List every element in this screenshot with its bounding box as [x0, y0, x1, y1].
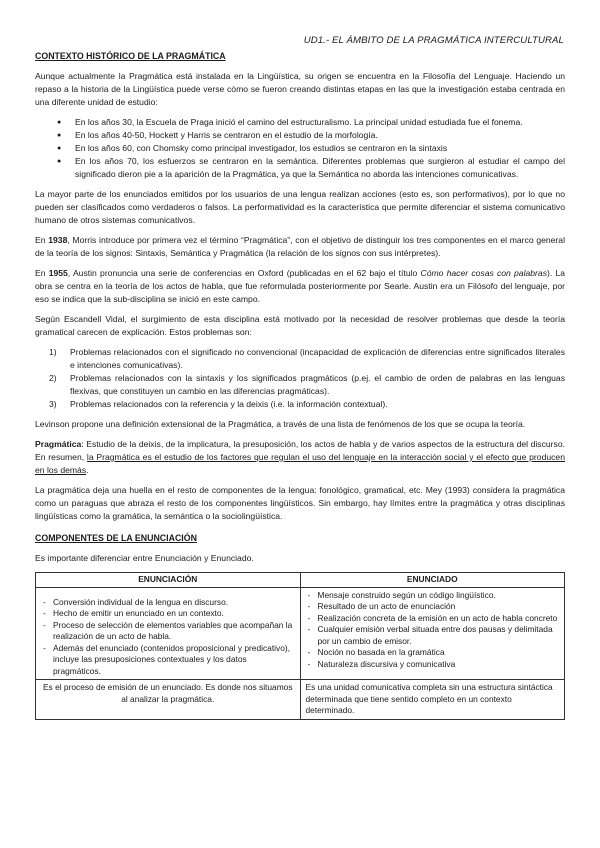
- section-title-componentes: COMPONENTES DE LA ENUNCIACIÓN: [35, 533, 197, 543]
- list-item: - Noción no basada en la gramática: [306, 647, 560, 659]
- enunciacion-summary: Es el proceso de emisión de un enunciado. Es donde nos situamos al analizar la pragmática.: [36, 680, 301, 720]
- list-item: - Hecho de emitir un enunciado en un contexto.: [41, 608, 295, 620]
- item-number: 3): [49, 399, 57, 409]
- document-body: [35, 50, 565, 720]
- enunciado-list: [306, 590, 560, 671]
- austin-paragraph: [35, 267, 565, 306]
- year-1938: 1938: [48, 235, 68, 245]
- table-row: [36, 587, 565, 680]
- list-item: - Mensaje construido según un código lingüístico.: [306, 590, 560, 602]
- morris-paragraph: [35, 234, 565, 260]
- text-span: .: [86, 465, 89, 475]
- list-item: - Conversión individual de la lengua en discurso.: [41, 597, 295, 609]
- definition-underlined: la Pragmática es el estudio de los factores que regulan el uso del lenguaje en la interacción social y el efecto que producen en los demás: [35, 452, 565, 475]
- text-span: En: [35, 268, 49, 278]
- enunciacion-cell: [36, 587, 301, 680]
- text-span: , Austin pronuncia una serie de conferencias en Oxford (publicadas en el 62 bajo el título: [67, 268, 421, 278]
- huella-paragraph: La pragmática deja una huella en el resto de componentes de la lengua: fonológico, gramatical, etc. Mey (1993) considera la pragmática como un paraguas que abraza el resto de los componentes lingüísticos. Sin embargo, hay límites entre la pragmática y otras disciplinas lingüísticas como la gramática, la semántica o la sociolingüística.: [35, 485, 565, 521]
- table-header-row: [36, 573, 565, 588]
- item-number: 2): [49, 373, 57, 383]
- list-item: [35, 346, 565, 372]
- list-item: - Cualquier emisión verbal situada entre dos pausas y delimitada por un cambio de emisor.: [306, 624, 560, 647]
- text-span: ). La obra se centra en la teoría de los actos de habla, que fue reformulada posteriormente por Searle. Austin era un Filósofo del lenguaje, por eso se indica que la sub-disciplina se inició en este campo.: [35, 268, 566, 304]
- enunciado-summary: Es una unidad comunicativa completa sin una estructura sintáctica determinada que tiene sentido completo en un contexto determinado.: [300, 680, 565, 720]
- list-item: - Proceso de selección de elementos variables que acompañan la realización de un acto de habla.: [41, 620, 295, 643]
- problems-list: [35, 346, 565, 411]
- levinson-paragraph: Levinson propone una definición extensional de la Pragmática, a través de una lista de fenómenos de los que se ocupa la teoría.: [35, 419, 526, 429]
- running-header: UD1.- EL ÁMBITO DE LA PRAGMÁTICA INTERCULTURAL: [303, 35, 564, 46]
- list-item: [35, 398, 565, 411]
- list-item: - Realización concreta de la emisión en un acto de habla concreto: [306, 613, 560, 625]
- definition-term: Pragmática: [35, 439, 82, 449]
- componentes-intro: Es importante diferenciar entre Enunciación y Enunciado.: [35, 553, 254, 563]
- list-item: - Además del enunciado (contenidos proposicional y predicativo), incluye las presuposiciones contextuales y los datos pragmáticos.: [41, 643, 295, 678]
- table-row: [36, 680, 565, 720]
- definition-paragraph: [35, 438, 565, 477]
- enunciacion-list: [41, 597, 295, 678]
- intro-paragraph: Aunque actualmente la Pragmática está instalada en la Lingüística, su origen se encuentra en la Filosofía del Lenguaje. Haciendo un repaso a la historia de la Lingüística puede verse cómo se fueron creando distintas etapas en las que la investigación estaba centrada en una diferente unidad de estudio:: [35, 71, 565, 107]
- text-span: : Estudio de la deixis, de la implicatura, la presuposición, los actos de habla y de varios aspectos de la estructura del discurso. En resumen,: [35, 439, 565, 462]
- list-item: ● En los años 60, con Chomsky como principal investigador, los estudios se centraron en la sintaxis: [35, 142, 565, 155]
- performativos-paragraph: La mayor parte de los enunciados emitidos por los usuarios de una lengua realizan acciones (esto es, son performativos), por lo que no pueden ser clasificados como verdaderos o falsos. La performatividad es la característica que permite diferenciar el sistema comunicativo humano de otros sistemas comunicativos.: [35, 189, 565, 225]
- text-span: , Morris introduce por primera vez el término “Pragmática”, con el objetivo de distinguir los tres componentes en el marco general de la teoría de los signos: Sintaxis, Semántica y Pragmática (la relación de los signos con sus intérpretes).: [35, 235, 565, 258]
- item-text: Problemas relacionados con la sintaxis y los significados pragmáticos (p.ej. el cambio de orden de palabras en las lenguas flexivas, que constituyen un cambio en las diferencias pragmáticas).: [70, 373, 565, 396]
- escandell-paragraph: Según Escandell Vidal, el surgimiento de esta disciplina está motivado por la necesidad de resolver problemas que desde la teoría gramatical carecen de explicación. Estos problemas son:: [35, 314, 565, 337]
- header-enunciacion: ENUNCIACIÓN: [36, 573, 301, 588]
- list-item: ● En los años 40-50, Hockett y Harris se centraron en el estudio de la morfología.: [35, 129, 565, 142]
- header-enunciado: ENUNCIADO: [300, 573, 565, 588]
- enunciado-cell: [300, 587, 565, 680]
- list-item: - Resultado de un acto de enunciación: [306, 601, 560, 613]
- item-text: Problemas relacionados con el significado no convencional (incapacidad de explicación de diferencias entre significados literales e intenciones comunicativas).: [70, 347, 565, 370]
- section-title-contexto: CONTEXTO HISTÓRICO DE LA PRAGMÁTICA: [35, 51, 226, 61]
- list-item: [35, 372, 565, 398]
- item-text: Problemas relacionados con la referencia y la deixis (i.e. la información contextual).: [70, 399, 388, 409]
- book-title: Cómo hacer cosas con palabras: [420, 268, 547, 278]
- list-item: - Naturaleza discursiva y comunicativa: [306, 659, 560, 671]
- stages-list: [35, 116, 565, 181]
- list-item: ● En los años 70, los esfuerzos se centraron en la semántica. Diferentes problemas que surgieron al estudiar el campo del significado dieron pie a la aparición de la Pragmática, ya que la Semántica no aborda las intenciones comunicativas.: [35, 155, 565, 181]
- comparison-table: [35, 572, 565, 720]
- list-item: ● En los años 30, la Escuela de Praga inició el camino del estructuralismo. La principal unidad estudiada fue el fonema.: [35, 116, 565, 129]
- year-1955: 1955: [48, 268, 68, 278]
- item-number: 1): [49, 347, 57, 357]
- text-span: En: [35, 235, 49, 245]
